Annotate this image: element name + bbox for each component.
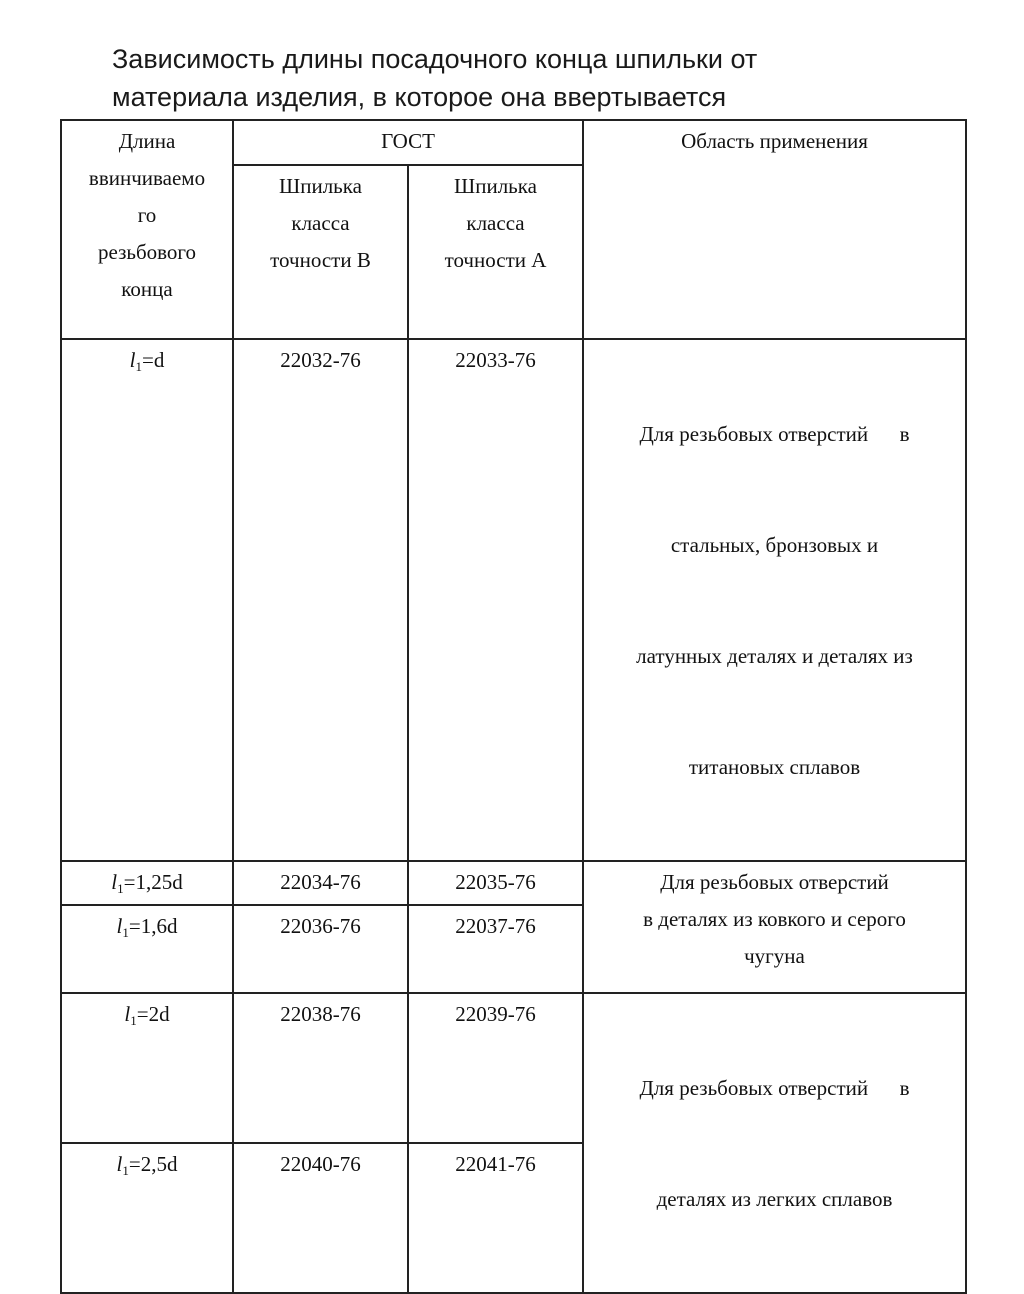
text: точности А	[444, 248, 547, 272]
sub: 1	[122, 925, 129, 940]
gost-table	[60, 119, 967, 1294]
text: латунных деталях и деталях из	[636, 644, 913, 668]
eq: =2,5d	[128, 1152, 178, 1176]
text: класса	[466, 211, 525, 235]
text: Шпилька	[454, 174, 537, 198]
sub: 1	[117, 881, 124, 896]
length-cell	[61, 905, 233, 993]
eq: =1,25d	[123, 870, 183, 894]
text: стальных, бронзовых и	[670, 533, 879, 557]
area-cell	[583, 861, 966, 993]
eq: =1,6d	[128, 914, 178, 938]
header-class-a	[408, 165, 583, 339]
length-cell	[61, 1143, 233, 1293]
text: точности В	[270, 248, 371, 272]
text: резьбового	[98, 240, 196, 264]
sub: 1	[130, 1013, 137, 1028]
gost-b-cell: 22034-76	[233, 861, 408, 905]
gost-b-cell: 22036-76	[233, 905, 408, 993]
l: l	[116, 1152, 123, 1176]
text: Длина	[118, 129, 176, 153]
gost-b-cell: 22040-76	[233, 1143, 408, 1293]
text: в деталях из ковкого и серого	[643, 907, 906, 931]
gost-a-cell: 22035-76	[408, 861, 583, 905]
text: Для резьбовых отверстий в	[639, 1076, 910, 1100]
gost-a-cell: 22037-76	[408, 905, 583, 993]
gost-b-cell: 22032-76	[233, 339, 408, 861]
text: ввинчиваемо	[88, 166, 206, 190]
text: чугуна	[744, 944, 805, 968]
gost-a-cell: 22033-76	[408, 339, 583, 861]
text: титановых сплавов	[688, 755, 861, 779]
table-row	[61, 339, 966, 861]
slide-title	[112, 40, 757, 116]
eq: =2d	[136, 1002, 170, 1026]
l: l	[129, 348, 136, 372]
text: конца	[121, 277, 173, 301]
table-row	[61, 993, 966, 1143]
area-cell	[583, 339, 966, 861]
title-line: материала изделия, в которое она ввертывается	[112, 82, 727, 112]
text: деталях из легких сплавов	[656, 1187, 893, 1211]
eq: =d	[142, 348, 165, 372]
header-area: Область применения	[583, 120, 966, 339]
title-line: Зависимость длины посадочного конца шпильки от	[112, 44, 758, 74]
header-class-b	[233, 165, 408, 339]
text: класса	[291, 211, 350, 235]
l: l	[124, 1002, 131, 1026]
l: l	[111, 870, 118, 894]
text: Для резьбовых отверстий в	[639, 422, 910, 446]
length-cell	[61, 339, 233, 861]
text: Для резьбовых отверстий	[660, 870, 889, 894]
header-gost: ГОСТ	[233, 120, 583, 165]
text: Шпилька	[279, 174, 362, 198]
table-row	[61, 861, 966, 905]
length-cell	[61, 993, 233, 1143]
text: го	[137, 203, 157, 227]
l: l	[116, 914, 123, 938]
gost-b-cell: 22038-76	[233, 993, 408, 1143]
length-cell	[61, 861, 233, 905]
header-length	[61, 120, 233, 339]
sub: 1	[135, 359, 142, 374]
gost-a-cell: 22039-76	[408, 993, 583, 1143]
area-cell	[583, 993, 966, 1293]
gost-a-cell: 22041-76	[408, 1143, 583, 1293]
sub: 1	[122, 1163, 129, 1178]
